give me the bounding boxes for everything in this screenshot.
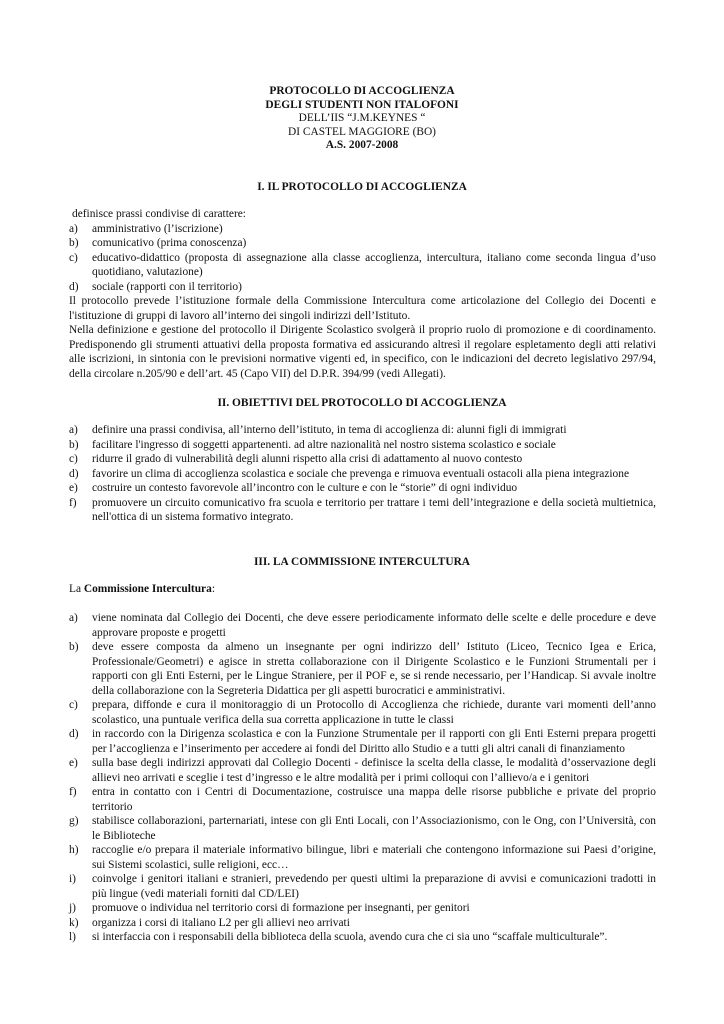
list-item-text: promuovere un circuito comunicativo fra scuola e territorio per trattare i temi dell’integrazione e della società multietnica, nell'ottica di un sistema formativo integrato. (92, 496, 656, 523)
list-item (69, 452, 656, 467)
list-item-text: si interfaccia con i responsabili della biblioteca della scuola, avendo cura che ci sia uno “scaffale multiculturale”. (92, 931, 608, 943)
list-item (69, 843, 656, 872)
list-item (69, 785, 656, 814)
list-item-label: d) (69, 467, 79, 480)
list-item-label: d) (69, 280, 79, 293)
list-item (69, 640, 656, 698)
title-line-1: PROTOCOLLO DI ACCOGLIENZA (269, 85, 455, 97)
list-item-label: c) (69, 251, 78, 264)
list-item-text: ridurre il grado di vulnerabilità degli alunni rispetto alla crisi di adattamento al nuovo contesto (92, 453, 523, 465)
section-3-list (69, 611, 656, 945)
list-item-text: deve essere composta da almeno un insegnante per ogni indirizzo dell’ Istituto (Liceo, Tecnico Igea e Erica, Professionale/Geometri) e agisce in stretta collaborazione con il Dirigente Scolastico e le Funzioni Strumentali per i rapporti con gli Enti Esterni, per le Lingue Straniere, per il POF e, se si rende necessario, per l’Handicap. Si avvale inoltre della collaborazione con la Segreteria Didattica per gli aspetti burocratici e amministrativi. (92, 641, 656, 697)
section-3-intro-prefix: La (69, 583, 84, 595)
list-item (69, 481, 656, 496)
list-item-text: promuove o individua nel territorio corsi di formazione per insegnanti, per genitori (92, 902, 470, 914)
list-item-label: e) (69, 757, 78, 769)
list-item-text: in raccordo con la Dirigenza scolastica e con la Funzione Strumentale per il rapporti con gli Enti Esterni prepara progetti per l’accoglienza e l’inserimento per accedere ai fondi del Diritto allo Studio e a tutti gli altri canali di finanziamento (92, 728, 656, 755)
document-title (0, 85, 724, 153)
list-item-text: raccoglie e/o prepara il materiale informativo bilingue, libri e materiali che contengono informazione sui Paesi d’origine, sui Sistemi scolastici, sulle religioni, ecc… (92, 844, 656, 871)
list-item (69, 872, 656, 901)
list-item-text: favorire un clima di accoglienza scolastica e sociale che prevenga e rimuova eventuali ostacoli alla piena integrazione (92, 467, 630, 480)
list-item-text: sociale (rapporti con il territorio) (92, 280, 242, 293)
section-1-paragraph-2: Nella definizione e gestione del protocollo il Dirigente Scolastico svolgerà il proprio ruolo di promozione e di coordinamento. Predisponendo gli strumenti attuativi della proposta formativa ed assicurando altresì il regolare espletamento degli atti relativi alle iscrizioni, in sintonia con le previsioni normative vigenti ed, in specifico, con le indicazioni del decreto legislativo 297/94, della circolare n.205/90 e dell’art. 45 (Capo VII) del D.P.R. 394/99 (vedi Allegati). (69, 324, 656, 380)
title-line-2: DEGLI STUDENTI NON ITALOFONI (265, 98, 459, 111)
list-item-text: viene nominata dal Collegio dei Docenti, che deve essere periodicamente informato delle scelte e delle procedure e deve approvare proposte e progetti (92, 612, 656, 639)
section-1-intro: definisce prassi condivise di carattere: (72, 208, 246, 220)
section-3-heading: III. LA COMMISSIONE INTERCULTURA (253, 556, 471, 568)
list-item-label: j) (69, 902, 76, 914)
section-1-heading: I. IL PROTOCOLLO DI ACCOGLIENZA (257, 181, 467, 193)
list-item (69, 814, 656, 843)
list-item-text: coinvolge i genitori italiani e stranieri, prevedendo per questi ultimi la preparazione di avvisi e comunicazioni tradotti in più lingue (vedi materiali forniti dal CD/LEI) (92, 873, 656, 900)
list-item (69, 496, 656, 525)
list-item-label: d) (69, 728, 79, 740)
list-item-label: g) (69, 815, 79, 827)
section-1-body (69, 207, 656, 381)
list-item-label: f) (69, 496, 77, 509)
list-item-label: a) (69, 424, 78, 436)
list-item-label: b) (69, 438, 79, 451)
list-item (69, 930, 656, 945)
list-item-text: comunicativo (prima conoscenza) (92, 237, 247, 249)
section-2-heading: II. OBIETTIVI DEL PROTOCOLLO DI ACCOGLIENZA (217, 397, 507, 409)
list-item (69, 611, 656, 640)
section-3-intro-suffix: : (211, 583, 215, 595)
list-item-text: stabilisce collaborazioni, parternariati, intese con gli Enti Locali, con l’Associazionismo, con le Ong, con l’Università, con le Biblioteche (92, 815, 656, 842)
list-item-text: amministrativo (l’iscrizione) (92, 222, 223, 235)
section-1-paragraph-1: Il protocollo prevede l’istituzione formale della Commissione Intercultura come articolazione del Collegio dei Docenti e l'istituzione di gruppi di lavoro all’interno dei singoli indirizzi dell’Istituto. (69, 295, 656, 322)
title-line-5: A.S. 2007-2008 (325, 139, 399, 151)
list-item (69, 916, 656, 931)
list-item (69, 251, 656, 280)
section-3-intro-bold: Commissione Intercultura (83, 583, 212, 595)
list-item-label: c) (69, 699, 78, 711)
list-item-label: a) (69, 222, 78, 235)
list-item (69, 756, 656, 785)
list-item-text: costruire un contesto favorevole all’incontro con le culture e con le “storie” di ogni individuo (92, 482, 518, 494)
list-item-label: a) (69, 612, 78, 624)
list-item-text: organizza i corsi di italiano L2 per gli allievi neo arrivati (92, 916, 350, 929)
list-item (69, 236, 656, 251)
list-item (69, 901, 656, 916)
list-item-label: i) (69, 873, 76, 885)
list-item (69, 423, 656, 438)
list-item-label: c) (69, 453, 78, 465)
list-item (69, 727, 656, 756)
list-item-label: e) (69, 482, 78, 494)
list-item-text: prepara, diffonde e cura il monitoraggio di un Protocollo di Accoglienza che richiede, durante vari momenti dell’anno scolastico, una puntuale verifica della sua corretta applicazione in tutte le classi (92, 699, 656, 726)
list-item-text: definire una prassi condivisa, all’interno dell’istituto, in tema di accoglienza di: alunni figli di immigrati (92, 424, 567, 436)
list-item-label: l) (69, 931, 76, 943)
list-item-label: b) (69, 237, 79, 249)
list-item-label: b) (69, 641, 79, 653)
list-item (69, 467, 656, 482)
list-item (69, 438, 656, 453)
title-line-3: DELL’IIS “J.M.KEYNES “ (298, 112, 426, 124)
section-2-list (69, 423, 656, 525)
list-item-label: h) (69, 844, 79, 856)
list-item-label: k) (69, 916, 79, 929)
list-item-label: f) (69, 786, 77, 798)
list-item-text: entra in contatto con i Centri di Documentazione, costruisce una mappa delle risorse pubbliche e private del proprio territorio (92, 786, 656, 813)
list-item (69, 222, 656, 237)
section-3-intro (69, 582, 656, 597)
list-item-text: facilitare l'ingresso di soggetti appartenenti. ad altre nazionalità nel nostro sistema scolastico e sociale (92, 438, 556, 451)
list-item (69, 698, 656, 727)
list-item-text: sulla base degli indirizzi approvati dal Collegio Docenti - definisce la scelta della classe, le modalità d’osservazione degli allievi neo arrivati e sceglie i test d’ingresso e le altre modalità per i primi colloqui con l’allievo/a e i genitori (92, 757, 656, 784)
list-item (69, 280, 656, 295)
title-line-4: DI CASTEL MAGGIORE (BO) (288, 125, 436, 138)
list-item-text: educativo-didattico (proposta di assegnazione alla classe accoglienza, intercultura, italiano come seconda lingua d’uso quotidiano, valutazione) (92, 251, 656, 278)
